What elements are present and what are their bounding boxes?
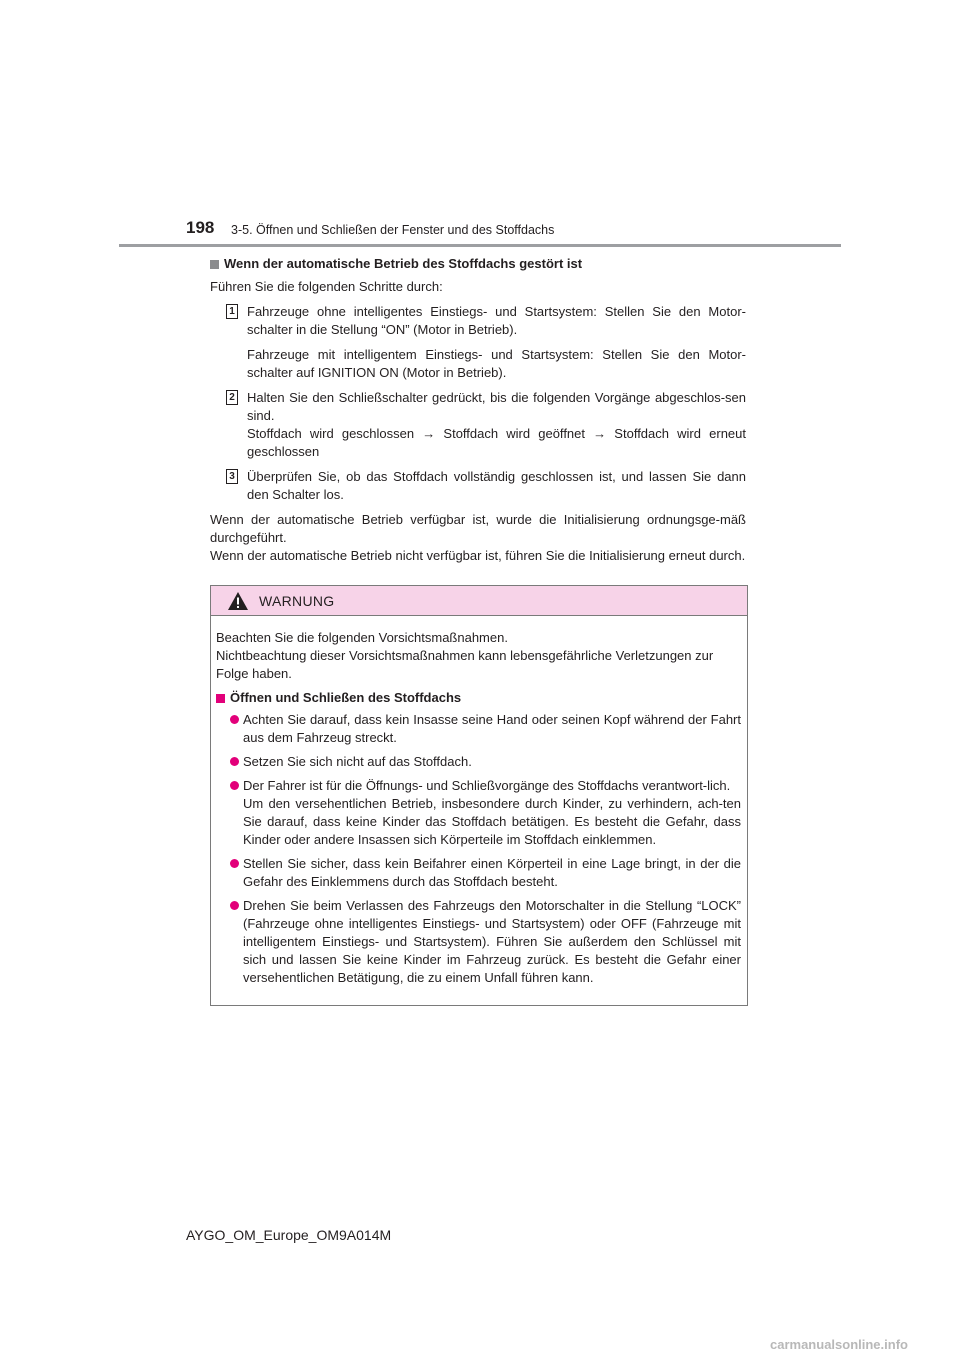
warning-box — [210, 585, 748, 1006]
warning-bullet-text: Drehen Sie beim Verlassen des Fahrzeugs den Motorschalter in die Stellung “LOCK” (Fahrzeuge ohne intelligentes Einstiegs- und Startsystem) oder OFF (Fahrzeuge mit intelligentem Einstiegs- und Startsystem). Führen Sie außerdem den Schlüssel mit sich und lassen Sie keine Kinder im Fahrzeug zurück. Es besteht die Gefahr einer versehentlichen Betätigung, die zu einem Unfall führen kann. — [243, 898, 741, 985]
step-text: Halten Sie den Schließschalter gedrückt, bis die folgenden Vorgänge abgeschlos-sen sind. — [247, 390, 746, 423]
warning-intro — [216, 629, 741, 683]
bullet-dot-icon — [230, 757, 239, 766]
square-bullet-icon — [210, 260, 219, 269]
bullet-dot-icon — [230, 715, 239, 724]
warning-bullet-text: Setzen Sie sich nicht auf das Stoffdach. — [243, 754, 472, 769]
warning-bullet — [216, 711, 741, 747]
warning-triangle-icon — [227, 591, 249, 611]
square-bullet-icon — [216, 694, 225, 703]
warning-intro-line: Nichtbeachtung dieser Vorsichtsmaßnahmen kann lebensgefährliche Verletzungen zur Folge haben. — [216, 648, 714, 681]
warning-body — [211, 616, 747, 987]
section-subhead — [210, 255, 746, 273]
result-text: Wenn der automatische Betrieb verfügbar ist, wurde die Initialisierung ordnungsge-mäß durchgeführt. — [210, 512, 746, 545]
bullet-dot-icon — [230, 859, 239, 868]
watermark: carmanualsonline.info — [770, 1337, 908, 1352]
result-text: Wenn der automatische Betrieb nicht verfügbar ist, führen Sie die Initialisierung erneut durch. — [210, 548, 746, 563]
step-3 — [224, 468, 746, 504]
section-subhead-text: Wenn der automatische Betrieb des Stoffdachs gestört ist — [224, 256, 583, 271]
bullet-dot-icon — [230, 901, 239, 910]
main-content — [210, 255, 746, 572]
warning-bullet — [216, 777, 741, 849]
warning-header — [211, 586, 747, 616]
intro-text: Führen Sie die folgenden Schritte durch: — [210, 279, 443, 294]
warning-title: WARNUNG — [259, 592, 335, 609]
step-number-badge: 3 — [226, 469, 238, 484]
warning-bullet-text: Um den versehentlichen Betrieb, insbesondere durch Kinder, zu verhindern, ach-ten Sie darauf, dass keine Kinder das Stoffdach betätigen. Es besteht die Gefahr, dass Kinder oder andere Insassen sich Körperteile im Stoffdach einklemmen. — [243, 796, 741, 847]
section-title: 3-5. Öffnen und Schließen der Fenster und des Stoffdachs — [231, 223, 555, 237]
bullet-dot-icon — [230, 781, 239, 790]
page-number: 198 — [186, 218, 215, 237]
step-text: Überprüfen Sie, ob das Stoffdach vollständig geschlossen ist, und lassen Sie dann den Schalter los. — [247, 469, 746, 502]
warning-subhead — [216, 689, 741, 707]
step-2 — [224, 389, 746, 461]
step-number-badge: 2 — [226, 390, 238, 405]
step-text: Fahrzeuge mit intelligentem Einstiegs- und Startsystem: Stellen Sie den Motor-schalter auf IGNITION ON (Motor in Betrieb). — [247, 347, 746, 380]
step-text: Stoffdach wird geschlossen → Stoffdach wird geöffnet → Stoffdach wird erneut geschlossen — [247, 426, 746, 459]
warning-bullet-text: Der Fahrer ist für die Öffnungs- und Schließvorgänge des Stoffdachs verantwort-lich. — [243, 778, 731, 793]
warning-bullet-text: Achten Sie darauf, dass kein Insasse seine Hand oder seinen Kopf während der Fahrt aus dem Fahrzeug streckt. — [243, 712, 741, 745]
step-number-badge: 1 — [226, 304, 238, 319]
warning-bullet — [216, 855, 741, 891]
document-id: AYGO_OM_Europe_OM9A014M — [186, 1227, 392, 1243]
header-divider — [119, 244, 841, 247]
warning-bullet — [216, 897, 741, 987]
warning-bullet — [216, 753, 741, 771]
warning-subhead-text: Öffnen und Schließen des Stoffdachs — [230, 690, 462, 705]
step-text: Fahrzeuge ohne intelligentes Einstiegs- und Startsystem: Stellen Sie den Motor-schalter in die Stellung “ON” (Motor in Betrieb). — [247, 304, 746, 337]
step-1 — [224, 303, 746, 382]
warning-bullet-text: Stellen Sie sicher, dass kein Beifahrer einen Körperteil in eine Lage bringt, in der die Gefahr des Einklemmens durch das Stoffdach besteht. — [243, 856, 741, 889]
warning-intro-line: Beachten Sie die folgenden Vorsichtsmaßnahmen. — [216, 630, 508, 645]
